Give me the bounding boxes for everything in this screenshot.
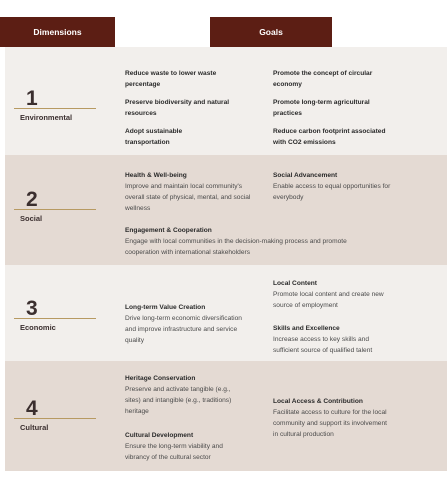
goal-item	[273, 396, 388, 440]
goal-item	[125, 225, 375, 258]
goal-title: Engagement & Cooperation	[125, 227, 212, 234]
goal-item	[125, 68, 250, 90]
dimension-name: Cultural	[20, 423, 49, 432]
goal-item	[273, 97, 398, 119]
goal-title: Reduce carbon footprint associated with CO2 emissions	[273, 128, 386, 146]
goal-item	[273, 278, 403, 311]
dimension-name: Environmental	[20, 113, 73, 122]
goal-title: Social Advancement	[273, 172, 338, 179]
goal-title: Cultural Development	[125, 432, 194, 439]
dimension-name: Economic	[20, 323, 56, 332]
dimensions-header-label: Dimensions	[33, 27, 82, 37]
goal-description: Preserve and activate tangible (e.g., sites) and intangible (e.g., traditions) heritage	[125, 386, 232, 415]
goal-description: Enable access to equal opportunities for everybody	[273, 183, 391, 201]
goal-title: Promote long-term agricultural practices	[273, 99, 370, 117]
goal-item	[125, 97, 250, 119]
goals-header	[210, 17, 332, 47]
goal-title: Local Access & Contribution	[273, 398, 363, 405]
dimension-social	[14, 190, 96, 223]
goal-description: Increase access to key skills and sufficient source of qualified talent	[273, 336, 373, 354]
goal-item	[125, 126, 225, 148]
goal-item	[273, 126, 398, 148]
goal-description: Ensure the long-term viability and vibrancy of the cultural sector	[125, 443, 223, 461]
goal-title: Local Content	[273, 280, 317, 287]
goal-item	[273, 170, 401, 203]
bottom-margin	[5, 471, 447, 493]
goal-title: Preserve biodiversity and natural resources	[125, 99, 230, 117]
dimension-number: 2	[14, 190, 96, 210]
goal-item	[125, 373, 245, 417]
goal-description: Improve and maintain local community's overall state of physical, mental, and social wellness	[125, 183, 251, 212]
goal-title: Health & Well-being	[125, 172, 187, 179]
goal-title: Heritage Conservation	[125, 375, 196, 382]
dimension-environmental	[14, 89, 96, 122]
goal-description: Drive long-term economic diversification and improve infrastructure and service quality	[125, 315, 242, 344]
dimension-name: Social	[20, 214, 43, 223]
dimension-number: 1	[14, 89, 96, 109]
goals-header-label: Goals	[259, 27, 283, 37]
goal-description: Engage with local communities in the decision-making process and promote cooperation with international stakeholders	[125, 238, 347, 256]
dimension-number: 3	[14, 299, 96, 319]
goal-item	[273, 68, 398, 90]
goal-description: Promote local content and create new source of employment	[273, 291, 384, 309]
goal-description: Facilitate access to culture for the local community and support its involvement in cultural production	[273, 409, 387, 438]
goal-title: Reduce waste to lower waste percentage	[125, 70, 217, 88]
goal-title: Adopt sustainable transportation	[125, 128, 183, 146]
goal-item	[125, 302, 245, 346]
goal-title: Promote the concept of circular economy	[273, 70, 373, 88]
dimension-number: 4	[14, 399, 96, 419]
goal-title: Long-term Value Creation	[125, 304, 206, 311]
goal-item	[125, 430, 243, 463]
goal-item	[273, 323, 393, 356]
goal-item	[125, 170, 260, 214]
dimension-economic	[14, 299, 96, 332]
dimensions-header	[0, 17, 115, 47]
dimension-cultural	[14, 399, 96, 432]
goal-title: Skills and Excellence	[273, 325, 340, 332]
